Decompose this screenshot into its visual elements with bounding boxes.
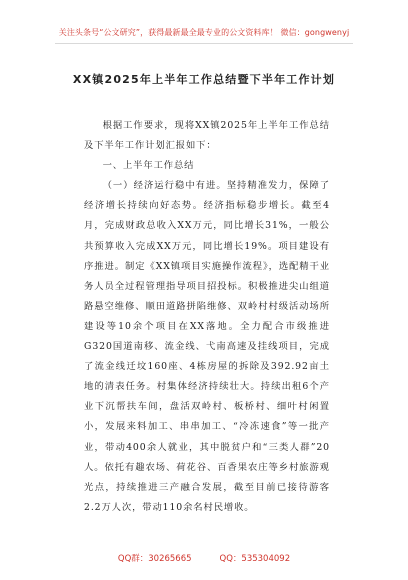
document-body xyxy=(84,116,330,518)
footer-contact xyxy=(0,552,408,564)
body-paragraph: （一）经济运行稳中有进。坚持精准发力，保障了经济增长持续向好态势。经济指标稳步增长。截至4月，完成财政总收入XX万元，同比增长31%，一般公共预算收入完成XX万元，同比增长19%。项目建设有序推进。制定《XX镇项目实施操作流程》，选配精干业务人员全过程管理指导项目招投标。积极推进尖山组道路悬空维修、顺田道路拼陷维修、双岭村村级活动场所建设等10余个项目在XX落地。全力配合市级推进G320国道南移、流金线、弋南高速及挂线项目，完成了流金线迁坟160座、4栋房屋的拆除及392.92亩土地的清表任务。村集体经济持续壮大。持续出租6个产业下沉帮扶车间，盘活双岭村、板桥村、细叶村闲置小，发展来料加工、串串加工、“冷冻速食”等一批产业，带动400余人就业，其中脱贫户和“三类人群”20人。依托有趣农场、荷花谷、百香果农庄等乡村旅游观光点，持续推进三产融合发展，截至目前已接待游客2.2万人次，带动110余名村民增收。 xyxy=(84,180,330,513)
intro-paragraph: 根据工作要求，现将XX镇2025年上半年工作总结及下半年工作计划汇报如下： xyxy=(84,120,330,152)
header-divider xyxy=(55,43,353,44)
header-note: 关注头条号“公文研究”，获得最新最全最专业的公文资料库！ 微信：gongwenyj xyxy=(58,28,350,37)
footer-qq: QQ：535304092 xyxy=(219,554,291,564)
footer-qq-group: QQ群：30265665 xyxy=(117,554,192,564)
section-heading: 一、上半年工作总结 xyxy=(102,160,195,172)
document-title: XX镇2025年上半年工作总结暨下半年工作计划 xyxy=(72,73,336,86)
